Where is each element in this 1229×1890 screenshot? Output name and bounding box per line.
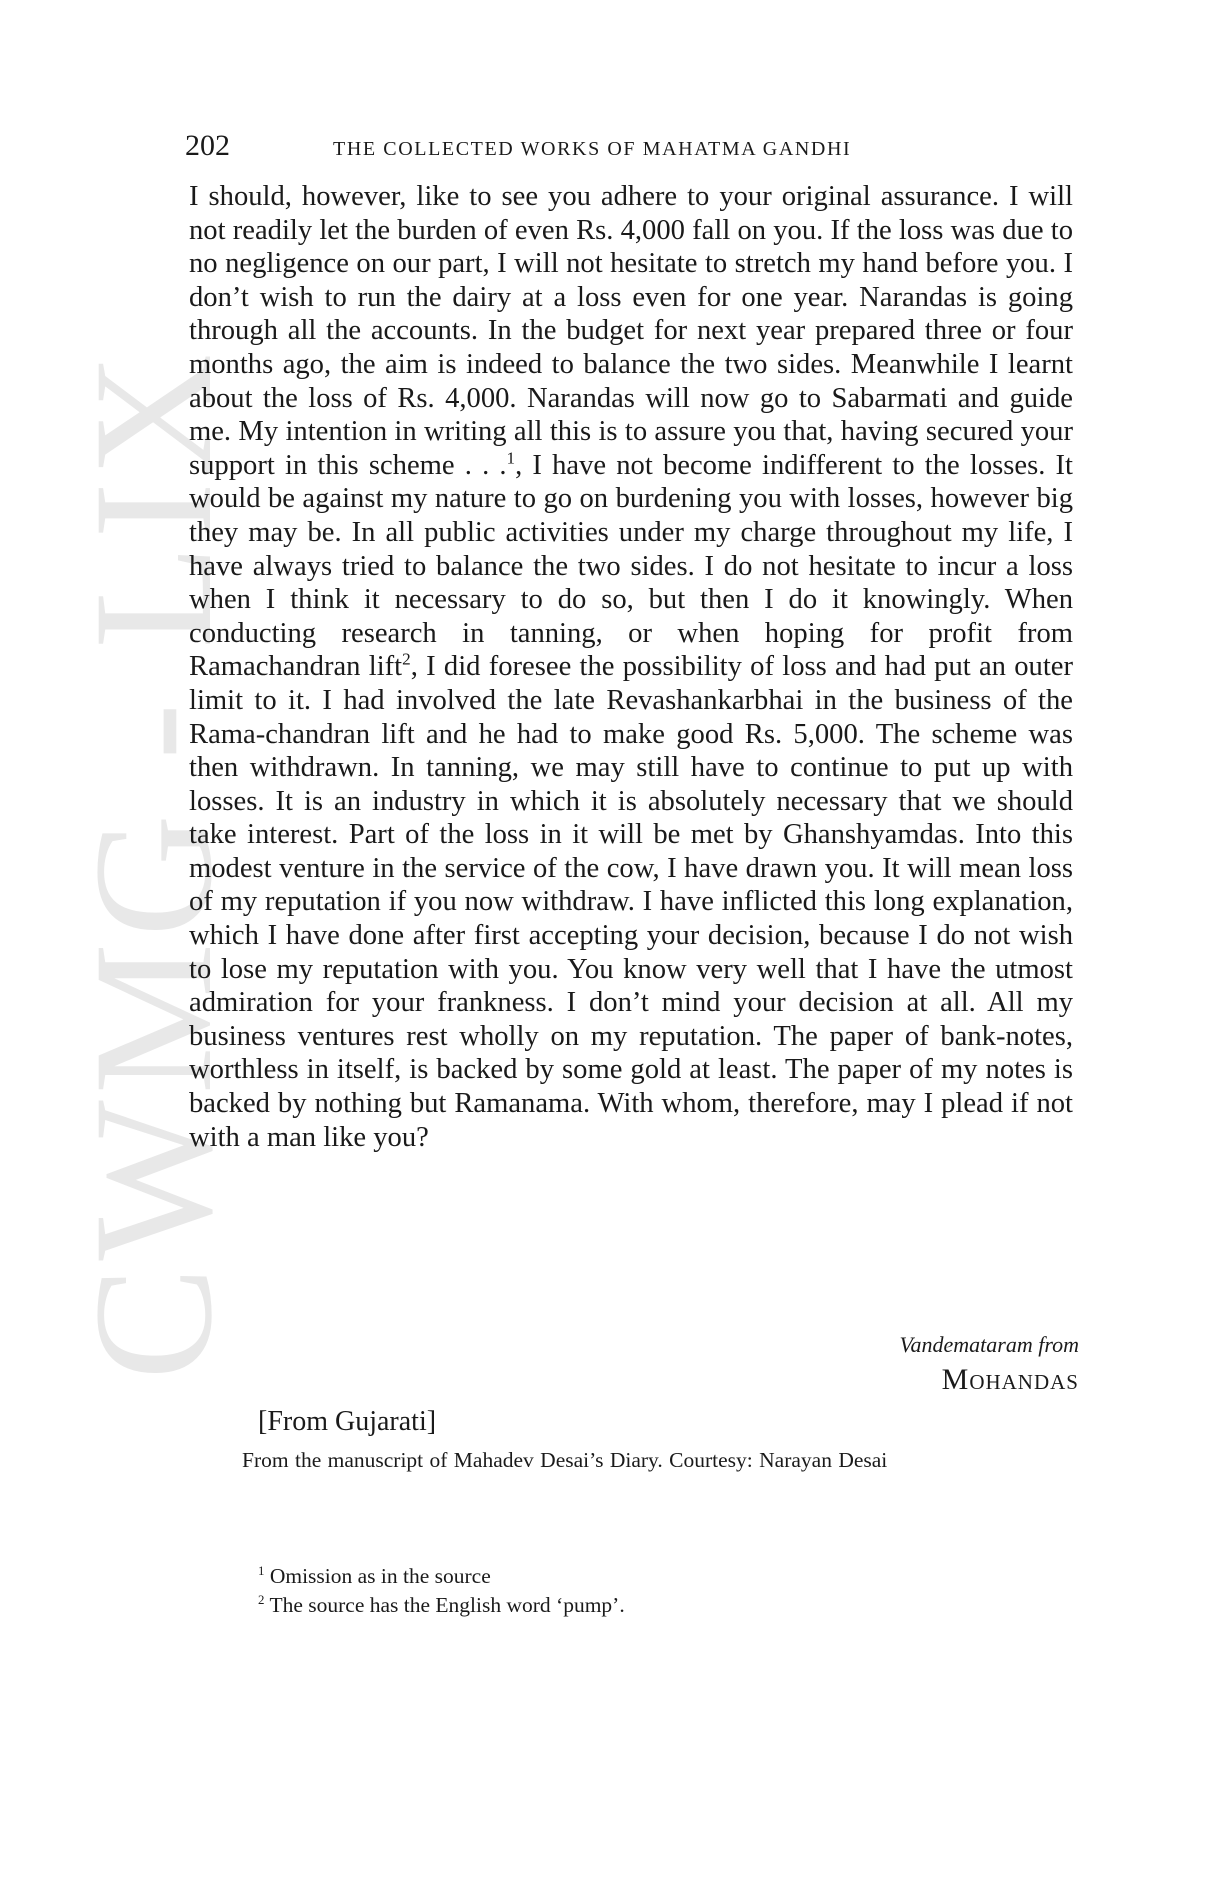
footnote-marker: 1	[258, 1563, 265, 1578]
footnote	[258, 1562, 625, 1591]
closing-from: from	[1038, 1332, 1079, 1357]
footnotes	[258, 1562, 625, 1620]
footnote-marker: 2	[258, 1592, 265, 1607]
page-number: 202	[185, 129, 230, 162]
footnote-reference: 2	[402, 649, 411, 669]
closing-salutation: Vandemataram	[899, 1332, 1033, 1357]
watermark-text: CWMG - LIX	[59, 347, 247, 1380]
page-header	[185, 128, 1075, 168]
running-head: THE COLLECTED WORKS OF MAHATMA GANDHI	[333, 138, 852, 160]
source-note: From the manuscript of Mahadev Desai’s Diary. Courtesy: Narayan Desai	[242, 1448, 888, 1472]
body-text-segment: , I have not become indifferent to the losses. It would be against my nature to go on burdening you with losses, however big they may be. In all public activities under my charge throughout my life, I have always tried to balance the two sides. I do not hesitate to incur a loss when I think it necessary to do so, but then I do it knowingly. When conducting research in tanning, or when hoping for profit from Ramachandran lift	[189, 449, 1073, 683]
footnote-reference: 1	[506, 448, 516, 468]
letter-body	[189, 180, 1073, 1154]
footnote-text: Omission as in the source	[269, 1564, 491, 1588]
footnote	[258, 1591, 625, 1620]
signature-rest: OHANDAS	[969, 1370, 1079, 1394]
signature-initial: M	[941, 1363, 970, 1396]
source-language: [From Gujarati]	[258, 1406, 437, 1437]
body-paragraph	[189, 180, 1073, 1154]
signoff	[900, 1330, 1079, 1400]
body-text-segment: I should, however, like to see you adhere to your original assurance. I will not readily let the burden of even Rs. 4,000 fall on you. If the loss was due to no negligence on our part, I will not hesitate to stretch my hand before you. I don’t wish to run the dairy at a loss even for one year. Narandas is going through all the accounts. In the budget for next year prepared three or four months ago, the aim is indeed to balance the two sides. Meanwhile I learnt about the loss of Rs. 4,000. Narandas will now go to Sabarmati and guide me. My intention in writing all this is to assure you that, having secured your support in this scheme . . .	[189, 181, 1073, 481]
footnote-text: The source has the English word ‘pump’.	[269, 1593, 625, 1617]
closing-line	[900, 1330, 1079, 1360]
body-text-segment: , I did foresee the possibility of loss and had put an outer limit to it. I had involved the late Revashankarbhai in the business of the Rama-chandran lift and he had to make good Rs. 5,000. The scheme was then withdrawn. In tanning, we may still have to continue to put up with losses. It is an industry in which it is absolutely necessary that we should take interest. Part of the loss in it will be met by Ghanshyamdas. Into this modest venture in the service of the cow, I have drawn you. It will mean loss of my reputation if you now withdraw. I have inflicted this long explanation, which I have done after first accepting your decision, because I do not wish to lose my reputation with you. You know very well that I have the utmost admiration for your frankness. I don’t mind your decision at all. All my business ventures rest wholly on my reputation. The paper of bank-notes, worthless in itself, is backed by some gold at least. The paper of my notes is backed by nothing but Ramanama. With whom, therefore, may I plead if not with a man like you?	[189, 651, 1073, 1153]
signature	[900, 1362, 1079, 1400]
